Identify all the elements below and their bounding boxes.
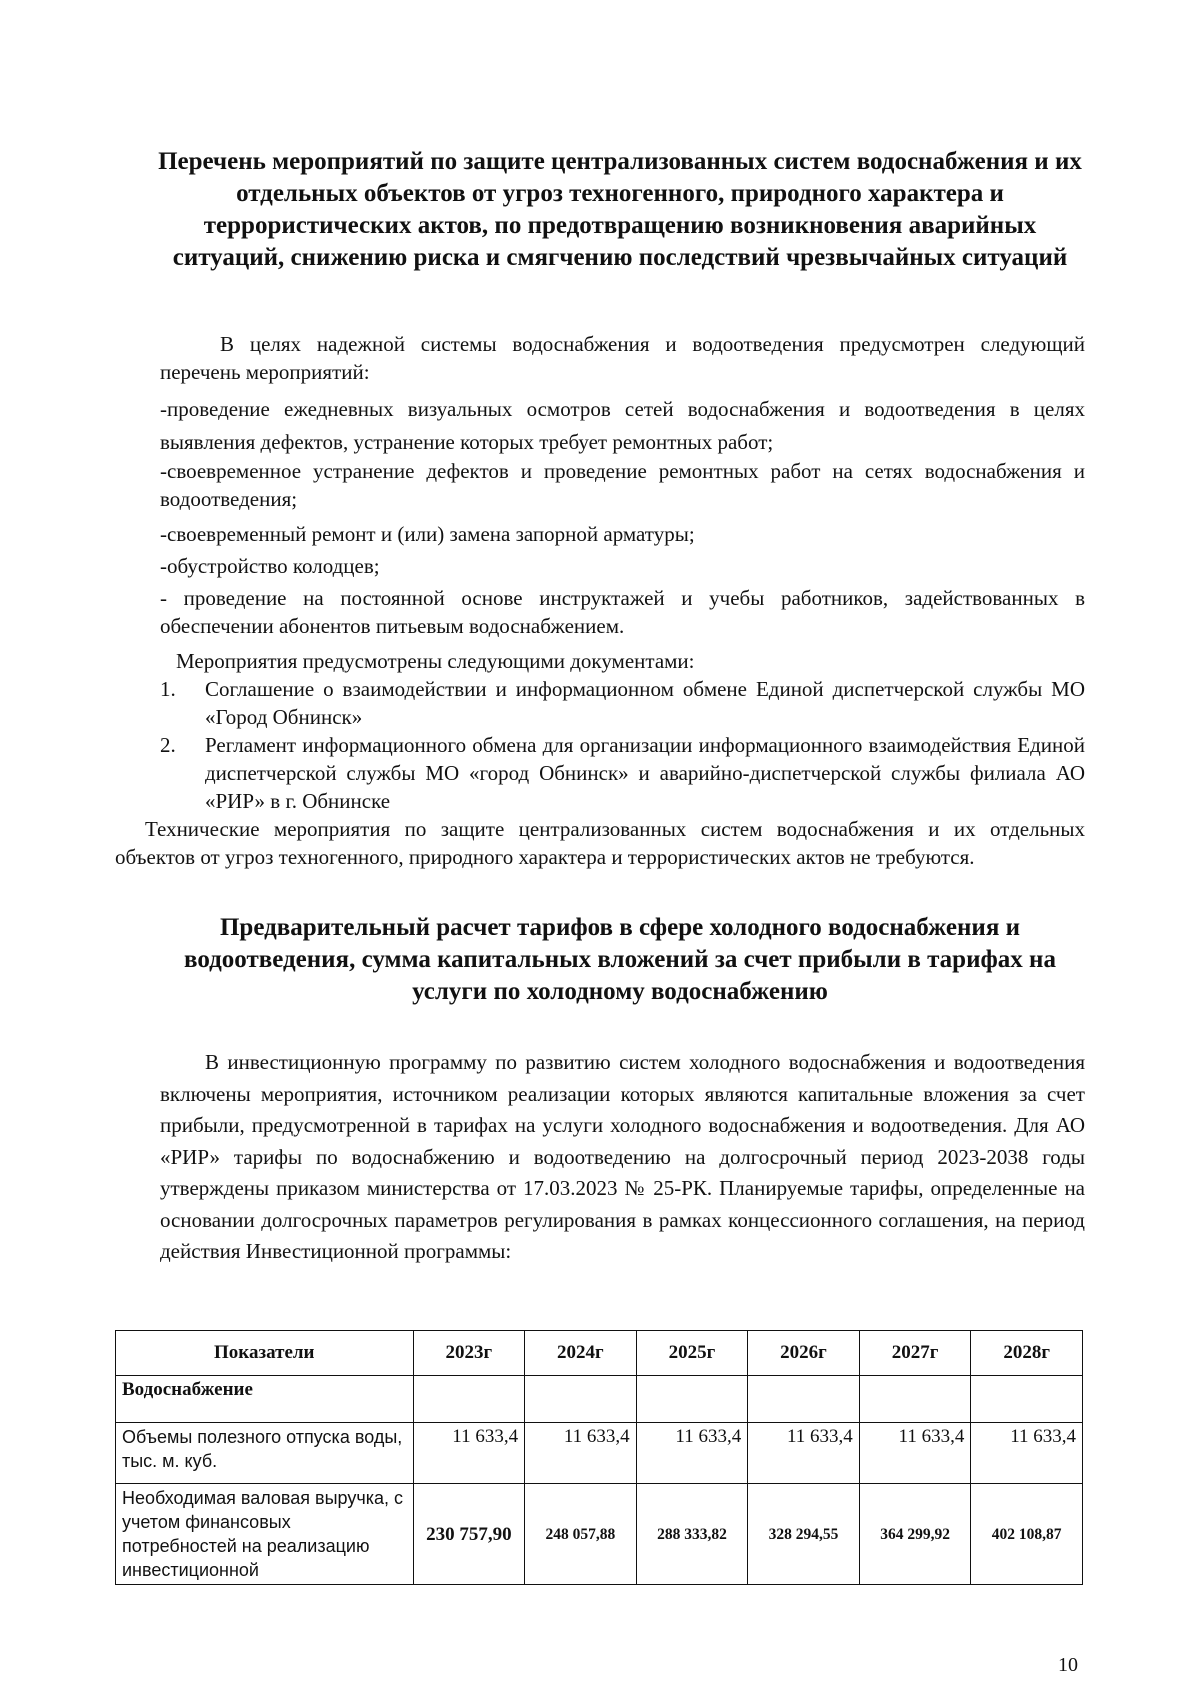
table-cell: 11 633,4 (971, 1423, 1083, 1484)
numbered-item-regulation (160, 731, 1085, 815)
table-cell (413, 1376, 525, 1423)
row-label-cell (116, 1484, 414, 1585)
column-header: Показатели (116, 1331, 414, 1376)
bullet-item-valves: -своевременный ремонт и (или) замена запорной арматуры; (160, 522, 695, 546)
item-number: 2. (160, 733, 176, 757)
table-cell: 11 633,4 (748, 1423, 860, 1484)
page-number: 10 (1058, 1654, 1078, 1676)
section-heading-protection: Перечень мероприятий по защите централизованных систем водоснабжения и их отдельных объектов от угроз техногенного, природного характера и террористических актов, по предотвращению возникновения аварийных ситуаций, снижению риска и смягчению последствий чрезвычайных ситуаций (158, 148, 1082, 271)
table-cell: 11 633,4 (859, 1423, 971, 1484)
table-cell: 11 633,4 (636, 1423, 748, 1484)
table-row-volume (116, 1423, 1083, 1484)
item-text: Соглашение о взаимодействии и информационном обмене Единой диспетчерской службы МО «Город Обнинск» (205, 677, 1085, 729)
numbered-item-agreement (160, 675, 1085, 731)
table-cell: 402 108,87 (971, 1484, 1083, 1585)
documents-intro: Мероприятия предусмотрены следующими документами: (176, 649, 695, 673)
bullet-item-repairs: -своевременное устранение дефектов и проведение ремонтных работ на сетях водоснабжения и водоотведения; (160, 459, 1085, 511)
table-cell (748, 1376, 860, 1423)
row-label: Объемы полезного отпуска воды, тыс. м. куб. (116, 1423, 414, 1484)
table-cell (525, 1376, 637, 1423)
bullet-item-training: - проведение на постоянной основе инструктажей и учебы работников, задействованных в обеспечении абонентов питьевым водоснабжением. (160, 586, 1085, 638)
section-label: Водоснабжение (116, 1376, 414, 1423)
investment-paragraph: В инвестиционную программу по развитию систем холодного водоснабжения и водоотведения включены мероприятия, источником реализации которых являются капитальные вложения за счет прибыли, предусмотренной в тарифах на услуги холодного водоснабжения и водоотведения. Для АО «РИР» тарифы по водоснабжению и водоотведению на долгосрочный период 2023-2038 годы утверждены приказом министерства от 17.03.2023 № 25-РК. Планируемые тарифы, определенные на основании долгосрочных параметров регулирования в рамках концессионного соглашения, на период действия Инвестиционной программы: (160, 1050, 1085, 1263)
table-cell: 364 299,92 (859, 1484, 971, 1585)
column-header: 2024г (525, 1331, 637, 1376)
bullet-item-inspections: -проведение ежедневных визуальных осмотров сетей водоснабжения и водоотведения в целях выявления дефектов, устранение которых требует ремонтных работ; (160, 397, 1085, 454)
section-heading-tariffs: Предварительный расчет тарифов в сфере холодного водоснабжения и водоотведения, сумма капитальных вложений за счет прибыли в тарифах на услуги по холодному водоснабжению (184, 914, 1056, 1005)
table-row-revenue (116, 1484, 1083, 1585)
column-header: 2025г (636, 1331, 748, 1376)
column-header: 2027г (859, 1331, 971, 1376)
table-cell (971, 1376, 1083, 1423)
table-cell: 230 757,90 (413, 1484, 525, 1585)
tariffs-table (115, 1330, 1083, 1585)
technical-measures-paragraph: Технические мероприятия по защите централизованных систем водоснабжения и их отдельных объектов от угроз техногенного, природного характера и террористических актов не требуются. (115, 817, 1085, 869)
table-cell: 288 333,82 (636, 1484, 748, 1585)
table-cell: 248 057,88 (525, 1484, 637, 1585)
item-text: Регламент информационного обмена для организации информационного взаимодействия Единой диспетчерской службы МО «город Обнинск» и аварийно-диспетчерской службы филиала АО «РИР» в г. Обнинске (205, 733, 1085, 813)
table-cell: 11 633,4 (413, 1423, 525, 1484)
column-header: 2028г (971, 1331, 1083, 1376)
item-number: 1. (160, 677, 176, 701)
bullet-item-wells: -обустройство колодцев; (160, 554, 380, 578)
table-header-row (116, 1331, 1083, 1376)
intro-paragraph: В целях надежной системы водоснабжения и водоотведения предусмотрен следующий перечень мероприятий: (160, 332, 1085, 384)
column-header: 2023г (413, 1331, 525, 1376)
row-label: Необходимая валовая выручка, с учетом финансовых потребностей на реализацию инвестиционной (122, 1488, 404, 1580)
table-cell (636, 1376, 748, 1423)
table-cell (859, 1376, 971, 1423)
table-section-row (116, 1376, 1083, 1423)
table-cell: 328 294,55 (748, 1484, 860, 1585)
table-cell: 11 633,4 (525, 1423, 637, 1484)
column-header: 2026г (748, 1331, 860, 1376)
